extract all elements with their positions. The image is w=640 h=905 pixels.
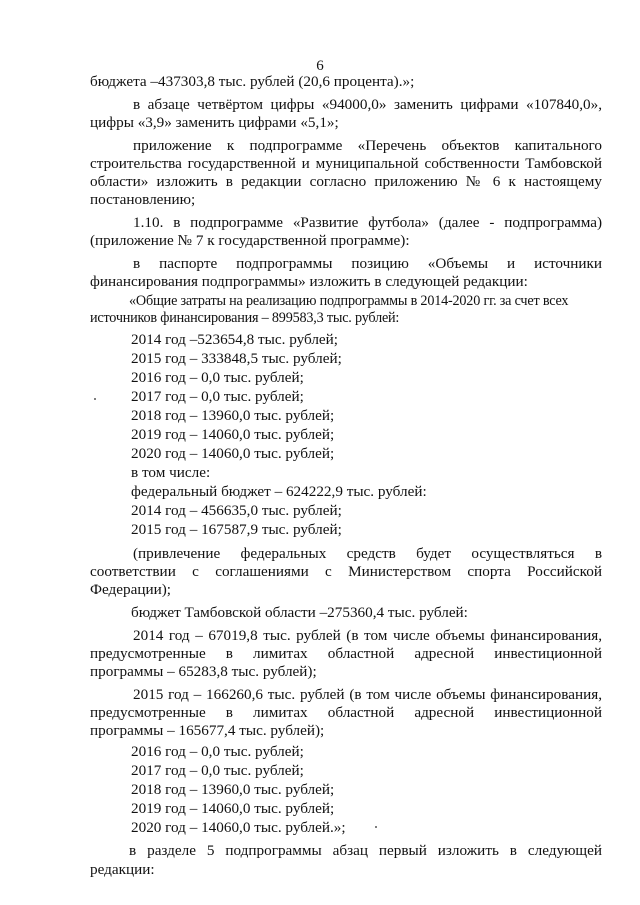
text-line: (привлечение федеральных средств будет осуществляться в [133, 545, 602, 562]
text-line: бюджет Тамбовской области –275360,4 тыс. рублей: [131, 604, 468, 621]
text-line: программы – 165677,4 тыс. рублей); [90, 722, 325, 739]
year-line: 2020 год – 14060,0 тыс. рублей; [131, 445, 335, 462]
text-line: соответствии с соглашениями с Министерством спорта Российской [90, 563, 602, 580]
text-line: «Общие затраты на реализацию подпрограммы в 2014-2020 гг. за счет всех [129, 293, 569, 309]
year-line: 2015 год – 167587,9 тыс. рублей; [131, 521, 342, 538]
text-line: редакции: [90, 861, 155, 878]
year-line: 2014 год – 456635,0 тыс. рублей; [131, 502, 342, 519]
year-line: 2020 год – 14060,0 тыс. рублей.»; [131, 819, 346, 836]
text-line: в паспорте подпрограммы позицию «Объемы и источники [133, 255, 602, 272]
text-line: предусмотренные в лимитах областной адресной инвестиционной [90, 645, 602, 662]
year-line: 2016 год – 0,0 тыс. рублей; [131, 369, 304, 386]
year-line: 2015 год – 333848,5 тыс. рублей; [131, 350, 342, 367]
text-line: 2015 год – 166260,6 тыс. рублей (в том числе объемы финансирования, [133, 686, 602, 703]
text-line: источников финансирования – 899583,3 тыс. рублей: [90, 310, 400, 326]
text-line: (приложение № 7 к государственной программе): [90, 232, 410, 249]
year-line: 2018 год – 13960,0 тыс. рублей; [131, 781, 335, 798]
text-line: в абзаце четвёртом цифры «94000,0» заменить цифрами «107840,0», [133, 96, 602, 113]
page-number: 6 [316, 58, 324, 74]
text-line: федеральный бюджет – 624222,9 тыс. рублей: [131, 483, 427, 500]
year-line: 2016 год – 0,0 тыс. рублей; [131, 743, 304, 760]
year-line: 2019 год – 14060,0 тыс. рублей; [131, 800, 335, 817]
year-line: 2017 год – 0,0 тыс. рублей; [131, 388, 304, 405]
year-line: 2018 год – 13960,0 тыс. рублей; [131, 407, 335, 424]
text-line: в разделе 5 подпрограммы абзац первый изложить в следующей [129, 842, 602, 859]
year-line: 2014 год –523654,8 тыс. рублей; [131, 331, 339, 348]
text-line: бюджета –437303,8 тыс. рублей (20,6 процента).»; [90, 73, 415, 90]
year-line: 2017 год – 0,0 тыс. рублей; [131, 762, 304, 779]
scan-speck [375, 826, 377, 828]
text-line: в том числе: [131, 464, 211, 481]
text-line: финансирования подпрограммы» изложить в следующей редакции: [90, 273, 528, 290]
text-line: постановлению; [90, 191, 196, 208]
text-line: Федерации); [90, 581, 172, 598]
text-line: области» изложить в редакции согласно приложению № 6 к настоящему [90, 173, 602, 190]
text-line: 2014 год – 67019,8 тыс. рублей (в том числе объемы финансирования, [133, 627, 602, 644]
scan-speck [94, 398, 96, 400]
text-line: программы – 65283,8 тыс. рублей); [90, 663, 317, 680]
text-line: предусмотренные в лимитах областной адресной инвестиционной [90, 704, 602, 721]
text-line: приложение к подпрограмме «Перечень объектов капитального [133, 137, 602, 154]
text-line: цифры «3,9» заменить цифрами «5,1»; [90, 114, 339, 131]
year-line: 2019 год – 14060,0 тыс. рублей; [131, 426, 335, 443]
text-line: строительства государственной и муниципальной собственности Тамбовской [90, 155, 602, 172]
text-line: 1.10. в подпрограмме «Развитие футбола» (далее - подпрограмма) [133, 214, 602, 231]
